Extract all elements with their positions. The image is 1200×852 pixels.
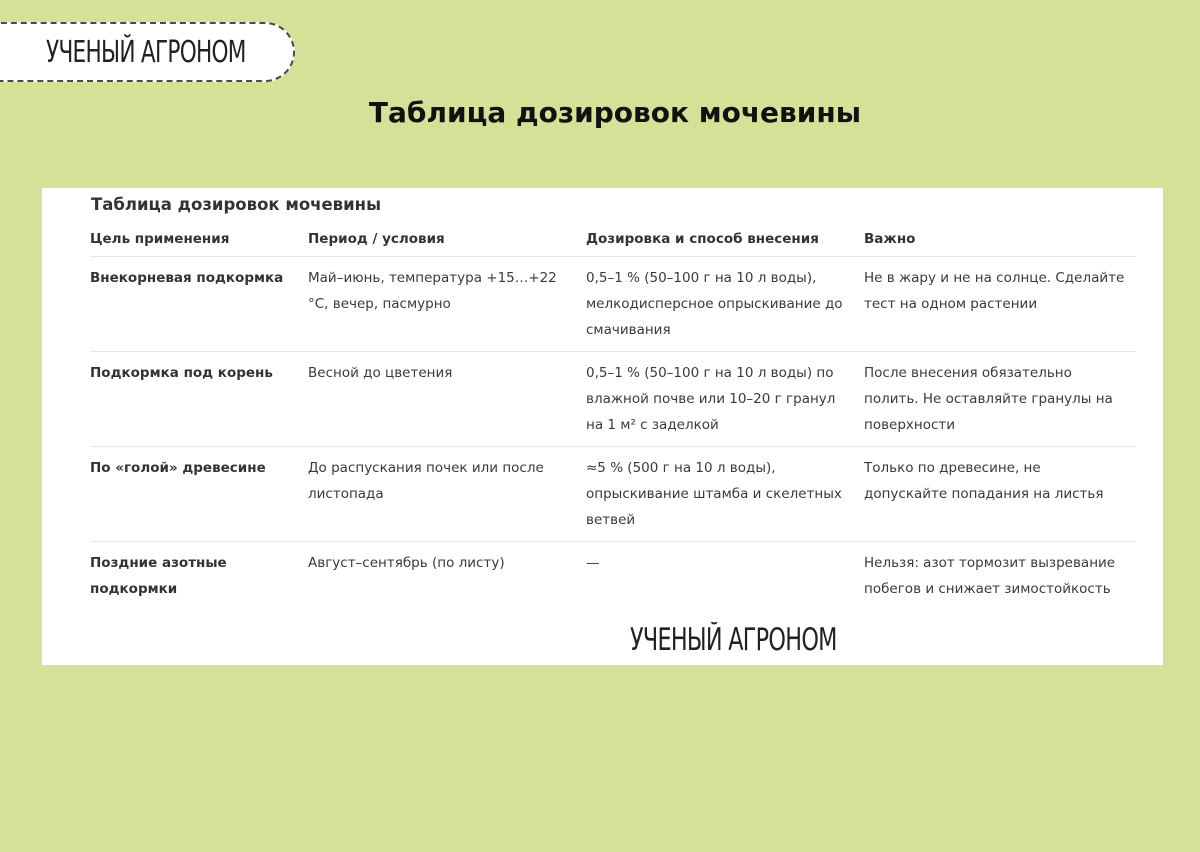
header-note: Важно xyxy=(864,222,1136,257)
cell-period: Весной до цветения xyxy=(308,352,586,447)
table-row xyxy=(90,447,1136,542)
page-title: Таблица дозировок мочевины xyxy=(368,96,862,129)
cell-note: После внесения обязательно полить. Не оставляйте гранулы на поверхности xyxy=(864,352,1136,447)
cell-period: До распускания почек или после листопада xyxy=(308,447,586,542)
table-row xyxy=(90,352,1136,447)
header-dosage: Дозировка и способ внесения xyxy=(586,222,864,257)
table-row xyxy=(90,257,1136,352)
cell-goal: Внекорневая подкормка xyxy=(90,257,308,352)
cell-goal: По «голой» древесине xyxy=(90,447,308,542)
logo-text: УЧЕНЫЙ АГРОНОМ xyxy=(46,35,246,70)
table-card xyxy=(42,188,1163,665)
cell-period: Август–сентябрь (по листу) xyxy=(308,555,505,571)
cell-note: Только по древесине, не допускайте попадания на листья xyxy=(864,447,1136,542)
cell-dosage: 0,5–1 % (50–100 г на 10 л воды) по влажной почве или 10–20 г гранул на 1 м² с заделкой xyxy=(586,352,864,447)
cell-note: Не в жару и не на солнце. Сделайте тест на одном растении xyxy=(864,257,1136,352)
watermark-logo: УЧЕНЫЙ АГРОНОМ xyxy=(630,622,837,658)
table-header-row xyxy=(90,222,1136,257)
cell-goal: Подкормка под корень xyxy=(90,352,308,447)
cell-note: Нельзя: азот тормозит вызревание побегов и снижает зимостойкость xyxy=(864,555,1116,597)
cell-period: Май–июнь, температура +15…+22 °C, вечер, пасмурно xyxy=(308,257,586,352)
card-title: Таблица дозировок мочевины xyxy=(91,195,382,214)
cell-dosage: 0,5–1 % (50–100 г на 10 л воды), мелкодисперсное опрыскивание до смачивания xyxy=(586,257,864,352)
cell-goal: Поздние азотные подкормки xyxy=(90,555,227,597)
cell-dosage: ≈5 % (500 г на 10 л воды), опрыскивание штамба и скелетных ветвей xyxy=(586,447,864,542)
header-period: Период / условия xyxy=(308,222,586,257)
table-row xyxy=(90,542,1136,627)
header-goal: Цель применения xyxy=(90,222,308,257)
cell-dosage: — xyxy=(586,555,600,571)
dosage-table xyxy=(90,222,1136,627)
